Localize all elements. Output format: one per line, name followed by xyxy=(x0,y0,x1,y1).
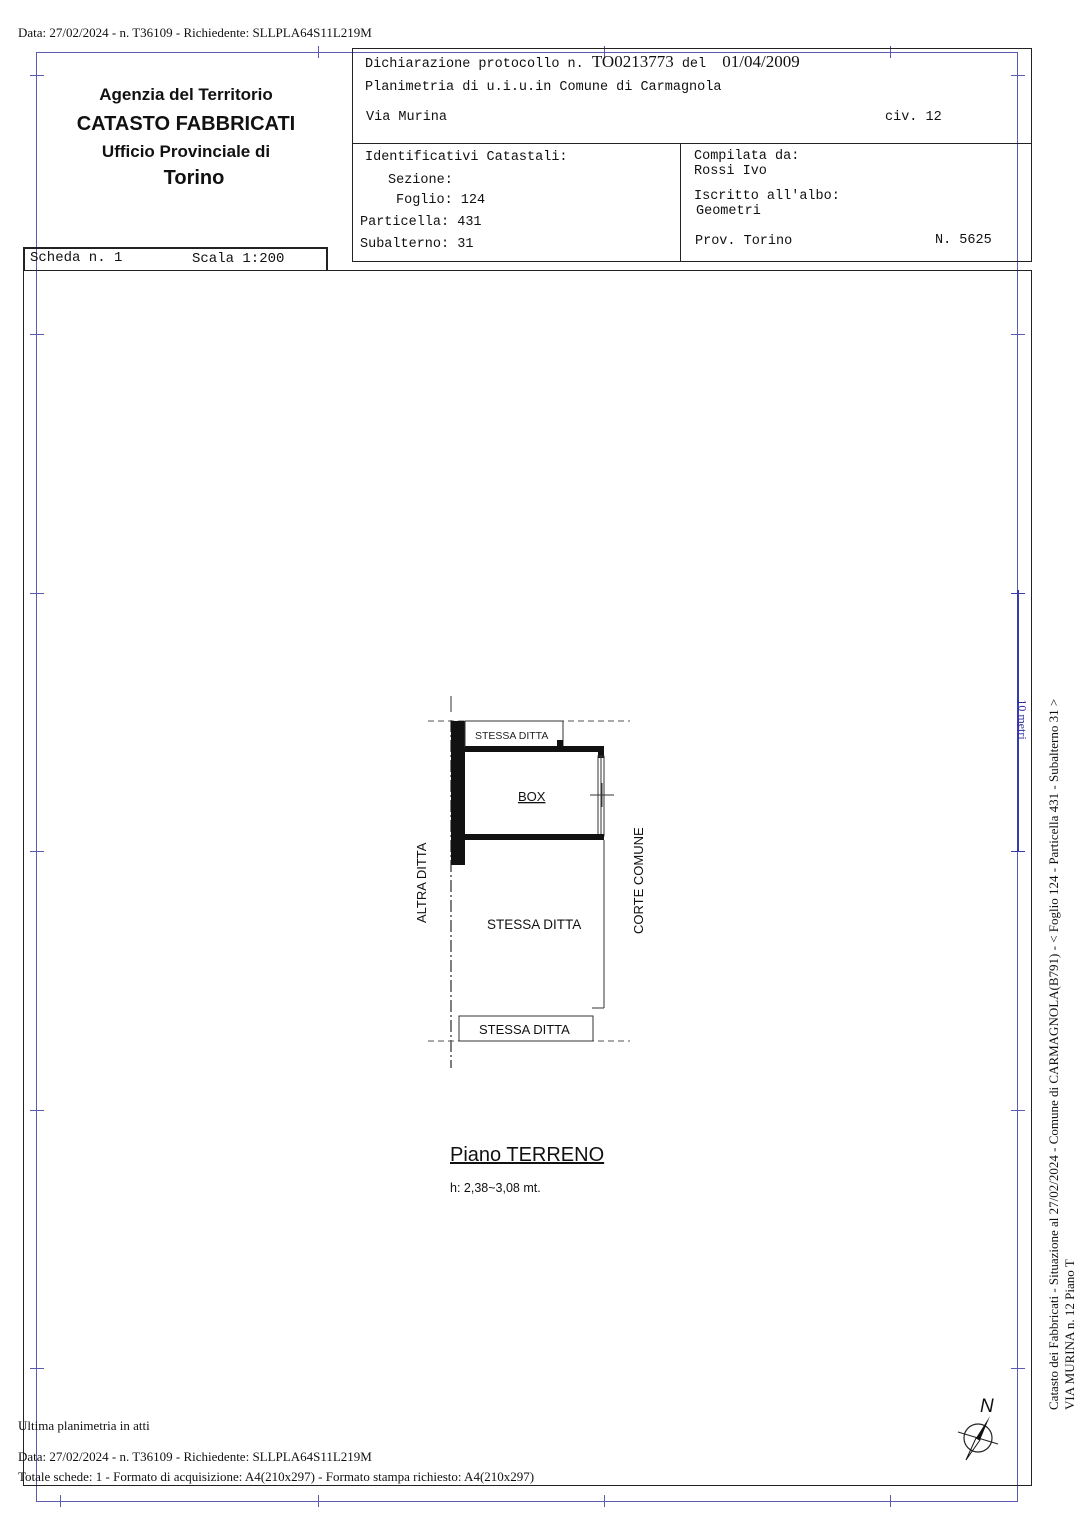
agency-city: Torino xyxy=(163,167,225,189)
particella-field: Particella: 431 xyxy=(360,215,482,230)
frame-tick xyxy=(318,1495,319,1507)
floor-height: h: 2,38~3,08 mt. xyxy=(450,1181,541,1195)
scala-label: Scala 1:200 xyxy=(192,251,285,267)
scale-bar-tick xyxy=(1011,851,1025,852)
footer-ultima: Ultima planimetria in atti xyxy=(18,1418,150,1433)
identificativi-title: Identificativi Catastali: xyxy=(365,150,568,165)
side-address-text: VIA MURINA n. 12 Piano T xyxy=(1062,1259,1077,1410)
frame-tick xyxy=(60,1495,61,1507)
footer-totale-line: Totale schede: 1 - Formato di acquisizione: A4(210x297) - Formato stampa richiesto: A4(210x297) xyxy=(18,1469,535,1484)
label-box: BOX xyxy=(518,789,546,804)
label-stessa-ditta-top: STESSA DITTA xyxy=(475,730,549,742)
civic-number: civ. 12 xyxy=(885,110,942,125)
compilata-title: Compilata da: xyxy=(694,149,800,164)
label-stessa-ditta-middle: STESSA DITTA xyxy=(487,917,582,932)
subalterno-field: Subalterno: 31 xyxy=(360,237,474,252)
frame-tick xyxy=(30,75,44,76)
frame-tick xyxy=(318,46,319,58)
north-label: N xyxy=(980,1396,994,1417)
header-request-line: Data: 27/02/2024 - n. T36109 - Richiedente: SLLPLA64S11L219M xyxy=(18,25,372,40)
frame-tick xyxy=(890,1495,891,1507)
protocol-date: 01/04/2009 xyxy=(722,52,800,71)
planimetria-line: Planimetria di u.i.u.in Comune di Carmagnola xyxy=(365,80,722,95)
wall xyxy=(465,834,604,840)
scale-bar-label: 10 metri xyxy=(1015,699,1030,740)
footer-request-line: Data: 27/02/2024 - n. T36109 - Richiedente: SLLPLA64S11L219M xyxy=(18,1449,372,1464)
compilata-name: Rossi Ivo xyxy=(694,164,767,179)
albo-value: Geometri xyxy=(696,204,761,219)
floor-plan xyxy=(400,690,660,1080)
albo-title: Iscritto all'albo: xyxy=(694,189,840,204)
protocol-number: TO0213773 xyxy=(591,52,674,71)
side-situation-text: Catasto dei Fabbricati - Situazione al 27/02/2024 - Comune di CARMAGNOLA(B791) - < Foglio 124 - Particella 431 - Subalterno 31 > xyxy=(1046,698,1061,1410)
province-field: Prov. Torino xyxy=(695,234,793,249)
wall xyxy=(451,721,465,865)
wall xyxy=(465,746,604,752)
label-altra-ditta: ALTRA DITTA xyxy=(414,842,429,923)
frame-line-bottom xyxy=(36,1501,1018,1502)
north-arrow-icon xyxy=(950,1392,1006,1464)
registration-number: N. 5625 xyxy=(935,233,992,248)
frame-tick xyxy=(604,1495,605,1507)
foglio-field: Foglio: 124 xyxy=(396,193,486,208)
protocol-prefix: Dichiarazione protocollo n. xyxy=(365,57,584,72)
declaration-line xyxy=(365,52,800,72)
protocol-del: del xyxy=(681,57,707,72)
label-stessa-ditta-bottom: STESSA DITTA xyxy=(479,1022,570,1037)
agency-ufficio: Ufficio Provinciale di xyxy=(101,142,271,161)
label-corte-comune: CORTE COMUNE xyxy=(631,827,646,934)
sezione-field: Sezione: xyxy=(388,173,453,188)
street-name: Via Murina xyxy=(366,110,448,125)
agency-catasto: CATASTO FABBRICATI xyxy=(76,113,296,135)
scale-bar-tick xyxy=(1011,593,1025,594)
agency-name: Agenzia del Territorio xyxy=(99,85,273,104)
floor-title: Piano TERRENO xyxy=(450,1144,605,1166)
scheda-number: Scheda n. 1 xyxy=(30,250,123,266)
